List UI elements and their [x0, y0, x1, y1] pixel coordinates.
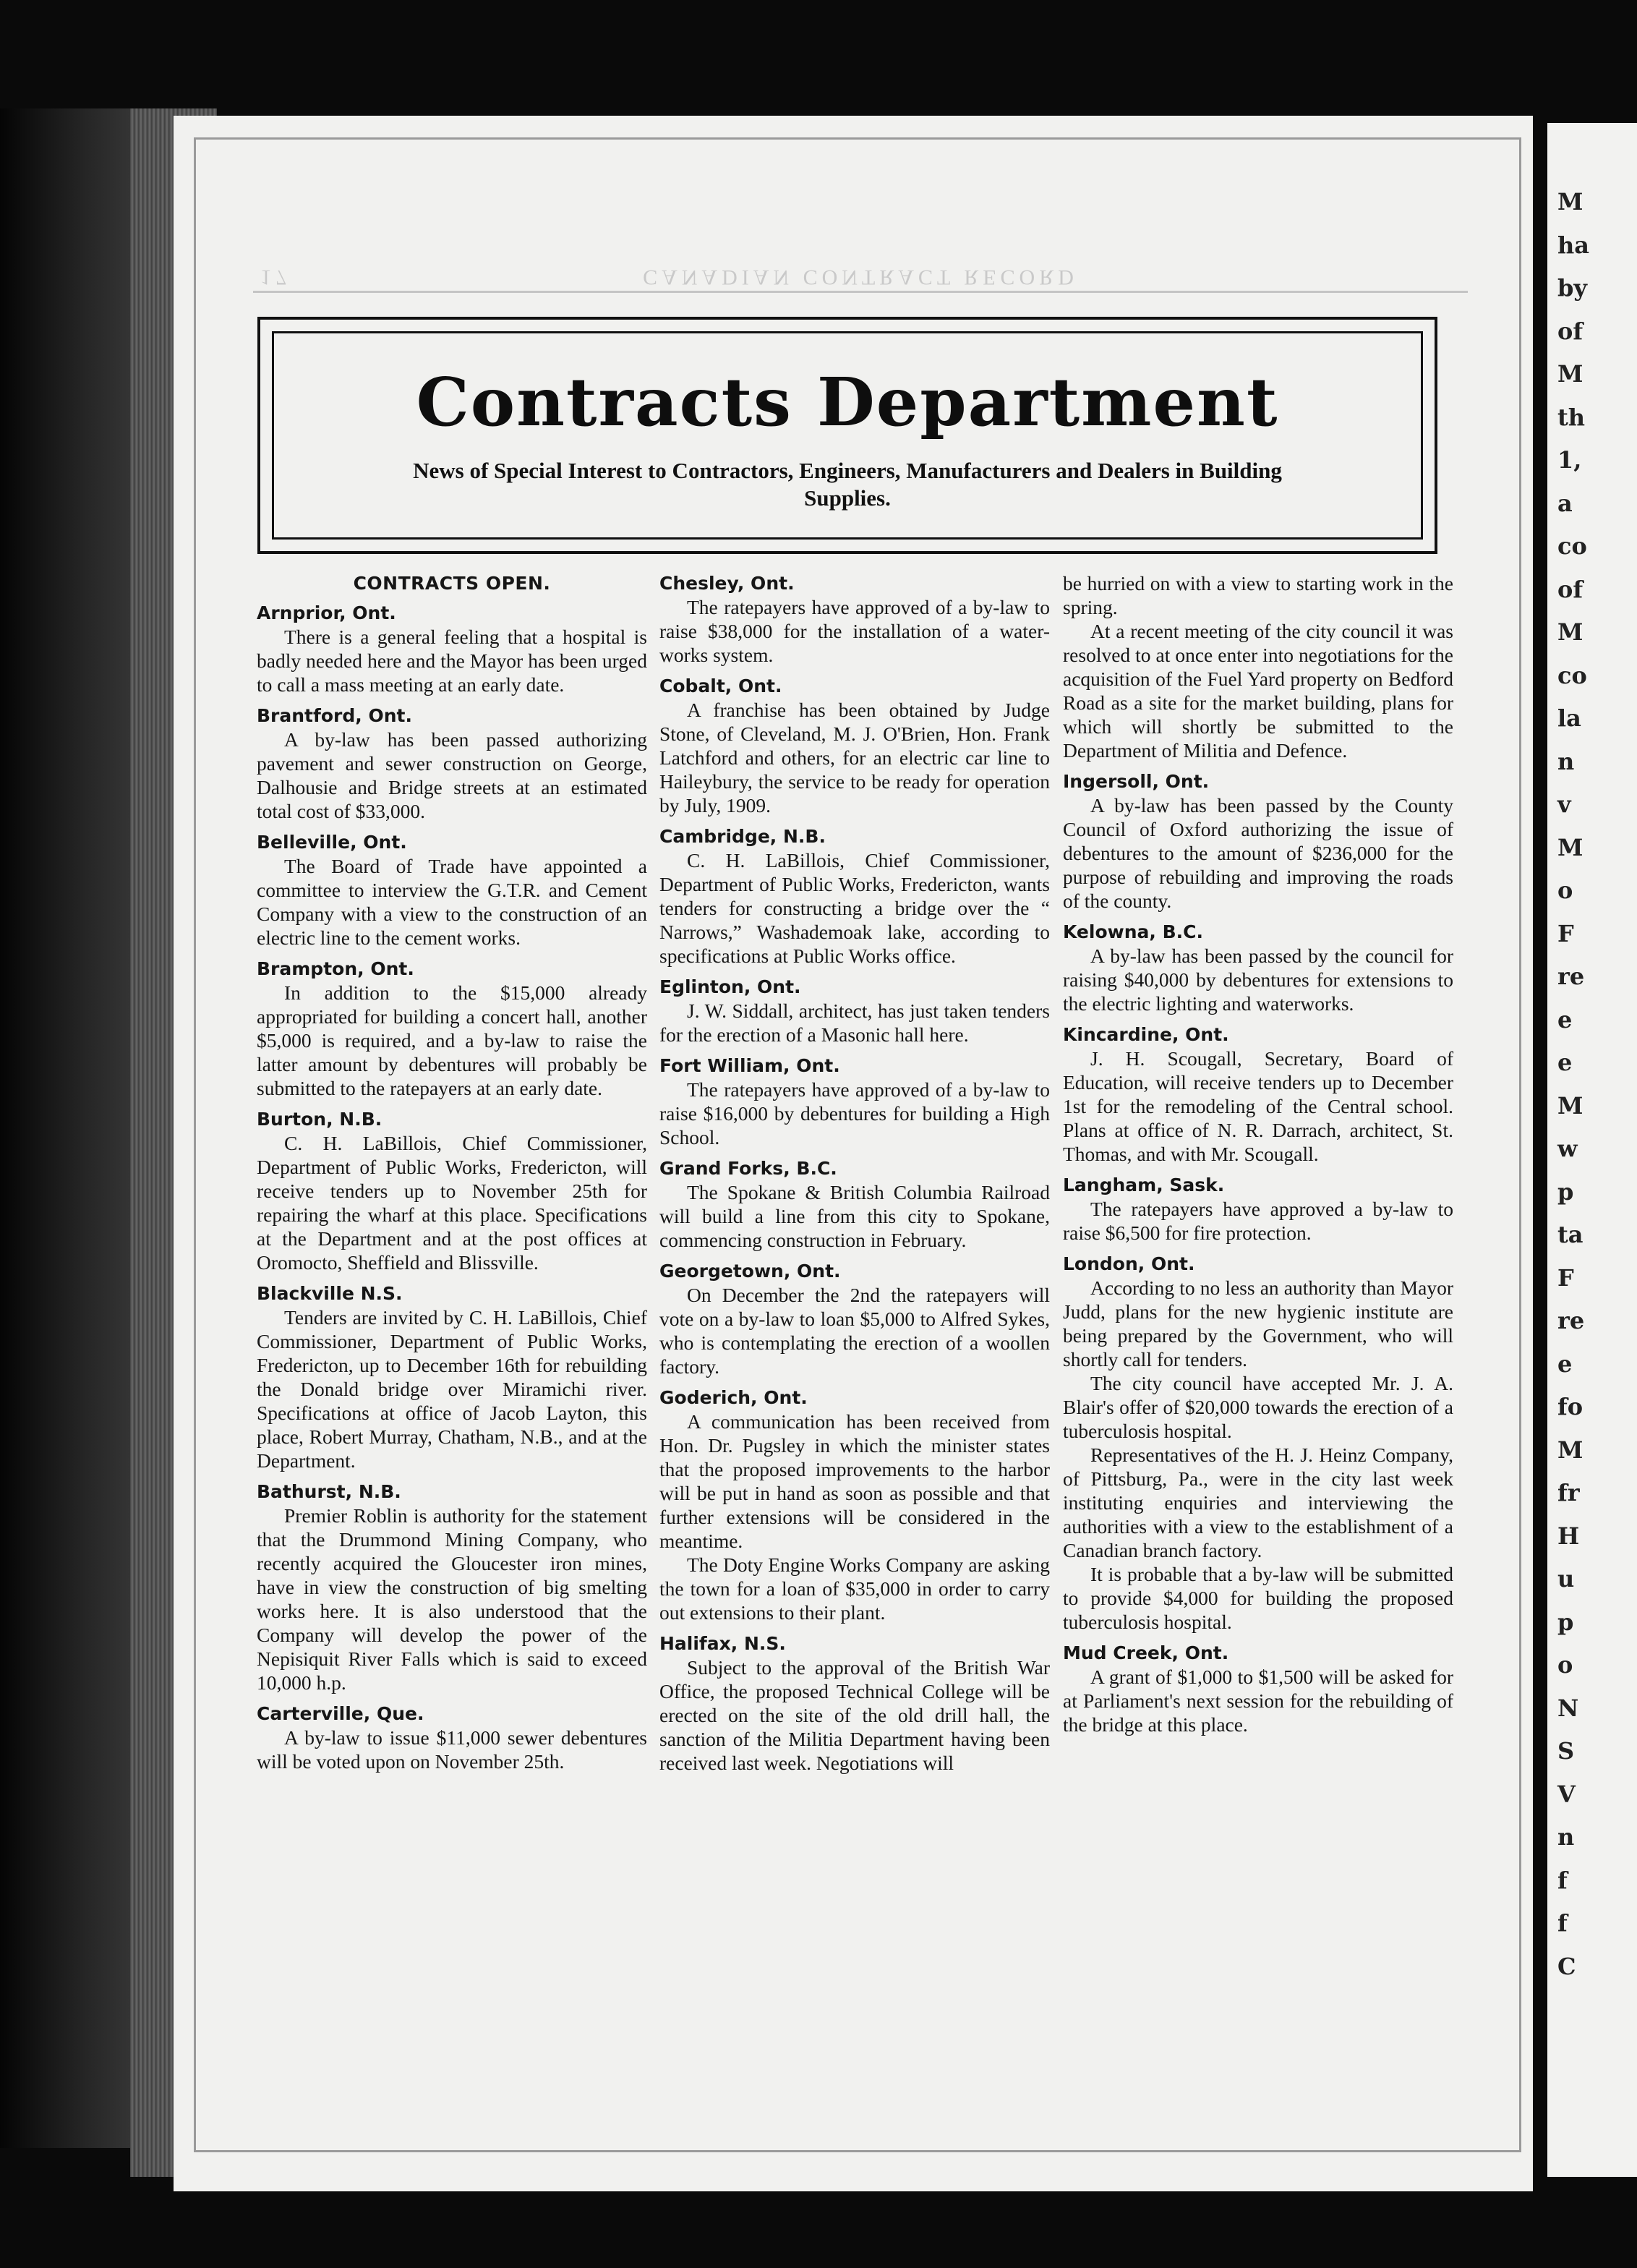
- next-page-letter: re: [1557, 963, 1585, 990]
- column-3-entries: [1063, 770, 1453, 1736]
- entry-location: Halifax, N.S.: [659, 1633, 786, 1654]
- bleed-through-running-head: [260, 260, 1461, 289]
- contract-entry: [257, 830, 647, 950]
- entry-location: Brampton, Ont.: [257, 958, 414, 979]
- next-page-letter: co: [1557, 532, 1587, 560]
- contract-entry: [659, 1259, 1050, 1378]
- contract-entry: [659, 1054, 1050, 1149]
- next-page-letter: p: [1557, 1178, 1574, 1206]
- entry-paragraph: Subject to the approval of the British War Office, the proposed Technical College will be erected on the site of the old drill hall, the sanction of the Militia Department having been received last week. Negotiations will: [659, 1656, 1050, 1774]
- lead-paragraph: At a recent meeting of the city council it was resolved to at once enter into negotiations for the acquisition of the Fuel Yard property on Bedford Road as a site for the market building, plans for which will shortly be submitted to the Department of Militia and Defence.: [1063, 620, 1453, 762]
- column-1-entries: [257, 601, 647, 1773]
- contract-entry: [1063, 1023, 1453, 1166]
- title-box: [257, 317, 1437, 554]
- header-rule: [253, 291, 1468, 293]
- entry-paragraph: Premier Roblin is authority for the statement that the Drummond Mining Company, who recently acquired the Gloucester iron mines, have in view the construction of big smelting works here. It is also understood that the Company will develop the power of the Nepisiquit River Falls which is said to exceed 10,000 h.p.: [257, 1504, 647, 1694]
- entry-location: Eglinton, Ont.: [659, 976, 801, 997]
- next-page-fragment: [1547, 123, 1637, 2177]
- next-page-letter: F: [1557, 1264, 1574, 1292]
- entry-location: Kelowna, B.C.: [1063, 921, 1203, 942]
- entry-paragraph: A franchise has been obtained by Judge Stone, of Cleveland, M. J. O'Brien, Hon. Frank Latchford and others, for an electric car line to Haileybury, the service to be ready for operation by July, 1909.: [659, 699, 1050, 817]
- entry-location: Arnprior, Ont.: [257, 602, 396, 623]
- column-3: [1063, 571, 1453, 1744]
- entry-paragraph: C. H. LaBillois, Chief Commissioner, Department of Public Works, Fredericton, wants tenders for constructing a bridge over the “ Narrows,” Washademoak lake, according to specifications at Public Works office.: [659, 849, 1050, 967]
- next-page-letter: 1,: [1557, 446, 1582, 474]
- next-page-letter: la: [1557, 704, 1581, 732]
- next-page-letter: o: [1557, 877, 1573, 904]
- next-page-letter: V: [1557, 1781, 1576, 1808]
- entry-paragraph: A by-law has been passed by the County Council of Oxford authorizing the issue of debentures to the amount of $236,000 for the purpose of rebuilding and improving the roads of the county.: [1063, 794, 1453, 912]
- entry-paragraph: Tenders are invited by C. H. LaBillois, Chief Commissioner, Department of Public Works, Fredericton, up to December 16th for rebuilding the Donald bridge over Miramichi river. Specifications at office of Jacob Layton, this place, Robert Murray, Chatham, N.B., and at the Department.: [257, 1306, 647, 1472]
- entry-location: Burton, N.B.: [257, 1109, 382, 1130]
- entry-location: Fort William, Ont.: [659, 1055, 840, 1076]
- next-page-letter: by: [1557, 274, 1587, 302]
- next-page-letter: of: [1557, 576, 1583, 603]
- column-1: [257, 571, 647, 1781]
- entry-location: Goderich, Ont.: [659, 1387, 808, 1408]
- entry-paragraph: A by-law has been passed by the council for raising $40,000 by debentures for extensions to the electric lighting and waterworks.: [1063, 945, 1453, 1015]
- contract-entry: [659, 824, 1050, 968]
- next-page-letter: H: [1557, 1522, 1580, 1550]
- next-page-letter: v: [1557, 790, 1571, 818]
- contract-entry: [1063, 1252, 1453, 1634]
- next-page-letter: ta: [1557, 1221, 1583, 1248]
- column-2-entries: [659, 571, 1050, 1775]
- next-page-letter: e: [1557, 1350, 1573, 1378]
- next-page-letter: a: [1557, 490, 1573, 517]
- next-page-letter: e: [1557, 1006, 1573, 1033]
- column-3-lead-paragraphs: [1063, 619, 1453, 762]
- entry-paragraph: The ratepayers have approved of a by-law to raise $38,000 for the installation of a water-works system.: [659, 596, 1050, 666]
- next-page-letter: of: [1557, 317, 1583, 345]
- entry-paragraph: The Doty Engine Works Company are asking the town for a loan of $35,000 in order to carry out extensions to their plant.: [659, 1553, 1050, 1624]
- next-page-letter: f: [1557, 1909, 1568, 1937]
- contract-entry: [257, 601, 647, 696]
- contract-entry: [1063, 1173, 1453, 1245]
- next-page-letter: u: [1557, 1565, 1575, 1593]
- entry-paragraph: The ratepayers have approved a by-law to raise $6,500 for fire protection.: [1063, 1198, 1453, 1244]
- next-page-letter: M: [1557, 188, 1583, 216]
- running-head: CANADIAN CONTRACT RECORD: [643, 265, 1078, 289]
- entry-paragraph: J. W. Siddall, architect, has just taken tenders for the erection of a Masonic hall here.: [659, 999, 1050, 1046]
- entry-paragraph: The Spokane & British Columbia Railroad will build a line from this city to Spokane, commencing construction in February.: [659, 1181, 1050, 1251]
- entry-location: Cambridge, N.B.: [659, 826, 826, 847]
- contract-entry: [257, 1702, 647, 1773]
- next-page-letter: re: [1557, 1307, 1585, 1334]
- entry-paragraph: According to no less an authority than Mayor Judd, plans for the new hygienic institute are being prepared by the Government, who will shortly call for tenders.: [1063, 1276, 1453, 1370]
- entry-paragraph: The Board of Trade have appointed a committee to interview the G.T.R. and Cement Company with a view to the construction of an electric line to the cement works.: [257, 855, 647, 949]
- contract-entry: [659, 1632, 1050, 1775]
- entry-location: Brantford, Ont.: [257, 705, 412, 726]
- next-page-letter: fr: [1557, 1479, 1580, 1506]
- next-page-letter: p: [1557, 1608, 1574, 1636]
- next-page-letter: f: [1557, 1867, 1568, 1894]
- next-page-letter: M: [1557, 618, 1583, 646]
- next-page-letter: w: [1557, 1135, 1578, 1162]
- entry-location: Grand Forks, B.C.: [659, 1158, 837, 1179]
- page-title: Contracts Department: [416, 363, 1279, 441]
- next-page-letter: n: [1557, 748, 1575, 775]
- entry-location: Langham, Sask.: [1063, 1174, 1225, 1195]
- entry-paragraph: C. H. LaBillois, Chief Commissioner, Department of Public Works, Fredericton, will receive tenders up to November 25th for repairing the wharf at this place. Specifications at the Department and at the post offices at Oromocto, Sheffield and Blissville.: [257, 1132, 647, 1274]
- entry-paragraph: A communication has been received from Hon. Dr. Pugsley in which the minister states that the proposed improvements to the harbor will be put in hand as soon as possible and that further extensions will be considered in the meantime.: [659, 1410, 1050, 1552]
- contract-entry: [659, 571, 1050, 667]
- contract-entry: [257, 1107, 647, 1274]
- next-page-letter: M: [1557, 834, 1583, 861]
- next-page-letter: n: [1557, 1823, 1575, 1851]
- contract-entry: [1063, 1641, 1453, 1736]
- entry-paragraph: On December the 2nd the ratepayers will vote on a by-law to loan $5,000 to Alfred Sykes, who is contemplating the erection of a woollen factory.: [659, 1284, 1050, 1378]
- entry-paragraph: A grant of $1,000 to $1,500 will be asked for at Parliament's next session for the rebuilding of the bridge at this place.: [1063, 1666, 1453, 1736]
- entry-paragraph: There is a general feeling that a hospital is badly needed here and the Mayor has been urged to call a mass meeting at an early date.: [257, 626, 647, 696]
- entry-location: Mud Creek, Ont.: [1063, 1642, 1229, 1663]
- next-page-letter: co: [1557, 662, 1587, 689]
- entry-location: Cobalt, Ont.: [659, 675, 782, 696]
- entry-paragraph: In addition to the $15,000 already appropriated for building a concert hall, another $5,000 is required, and a by-law to raise the latter amount by debentures will probably be submitted to the ratepayers at an early date.: [257, 981, 647, 1099]
- entry-paragraph: A by-law to issue $11,000 sewer debentures will be voted upon on November 25th.: [257, 1726, 647, 1773]
- next-page-letter: M: [1557, 1092, 1583, 1120]
- next-page-letter: N: [1557, 1694, 1579, 1722]
- entry-location: Georgetown, Ont.: [659, 1261, 841, 1282]
- entry-paragraph: Representatives of the H. J. Heinz Company, of Pittsburg, Pa., were in the city last week instituting enquiries and interviewing the authorities with a view to the establishment of a Canadian branch factory.: [1063, 1444, 1453, 1561]
- entry-paragraph: It is probable that a by-law will be submitted to provide $4,000 for building the proposed tuberculosis hospital.: [1063, 1563, 1453, 1633]
- next-page-letter: ha: [1557, 231, 1589, 259]
- next-page-letter: M: [1557, 360, 1583, 388]
- page-subtitle: News of Special Interest to Contractors, Engineers, Manufacturers and Dealers in Building Supplies.: [413, 458, 1282, 511]
- contract-entry: [1063, 920, 1453, 1015]
- entry-location: Ingersoll, Ont.: [1063, 771, 1210, 792]
- contract-entry: [257, 1480, 647, 1694]
- entry-paragraph: A by-law has been passed authorizing pavement and sewer construction on George, Dalhousie and Bridge streets at an estimated total cost of $33,000.: [257, 728, 647, 822]
- contract-entry: [1063, 770, 1453, 913]
- next-page-letter: o: [1557, 1651, 1573, 1679]
- contract-entry: [659, 1386, 1050, 1624]
- next-page-letter: th: [1557, 404, 1586, 431]
- entry-location: Chesley, Ont.: [659, 573, 795, 594]
- column-2: [659, 571, 1050, 1782]
- contract-entry: [257, 957, 647, 1100]
- continued-paragraph: be hurried on with a view to starting work in the spring.: [1063, 572, 1453, 618]
- section-heading: CONTRACTS OPEN.: [353, 573, 551, 594]
- next-page-letter: F: [1557, 920, 1574, 947]
- next-page-letter: fo: [1557, 1393, 1583, 1420]
- entry-location: Carterville, Que.: [257, 1703, 424, 1724]
- contract-entry: [257, 704, 647, 823]
- next-page-letter: e: [1557, 1049, 1573, 1076]
- page-number: 17: [260, 265, 291, 289]
- next-page-letter: C: [1557, 1953, 1576, 1980]
- entry-location: Bathurst, N.B.: [257, 1481, 401, 1502]
- contract-entry: [659, 674, 1050, 817]
- entry-paragraph: The city council have accepted Mr. J. A. Blair's offer of $20,000 towards the erection of a tuberculosis hospital.: [1063, 1372, 1453, 1442]
- contract-entry: [257, 1282, 647, 1472]
- entry-paragraph: J. H. Scougall, Secretary, Board of Education, will receive tenders up to December 1st for the remodeling of the Central school. Plans at office of N. R. Darrach, architect, St. Thomas, and with Mr. Scougall.: [1063, 1047, 1453, 1165]
- contract-entry: [659, 1156, 1050, 1252]
- contract-entry: [659, 975, 1050, 1046]
- entry-location: London, Ont.: [1063, 1253, 1195, 1274]
- entry-location: Blackville N.S.: [257, 1283, 403, 1304]
- next-page-letter: S: [1557, 1737, 1575, 1765]
- entry-location: Belleville, Ont.: [257, 832, 407, 853]
- next-page-letter: M: [1557, 1436, 1583, 1464]
- entry-location: Kincardine, Ont.: [1063, 1024, 1229, 1045]
- entry-paragraph: The ratepayers have approved of a by-law to raise $16,000 by debentures for building a High School.: [659, 1078, 1050, 1148]
